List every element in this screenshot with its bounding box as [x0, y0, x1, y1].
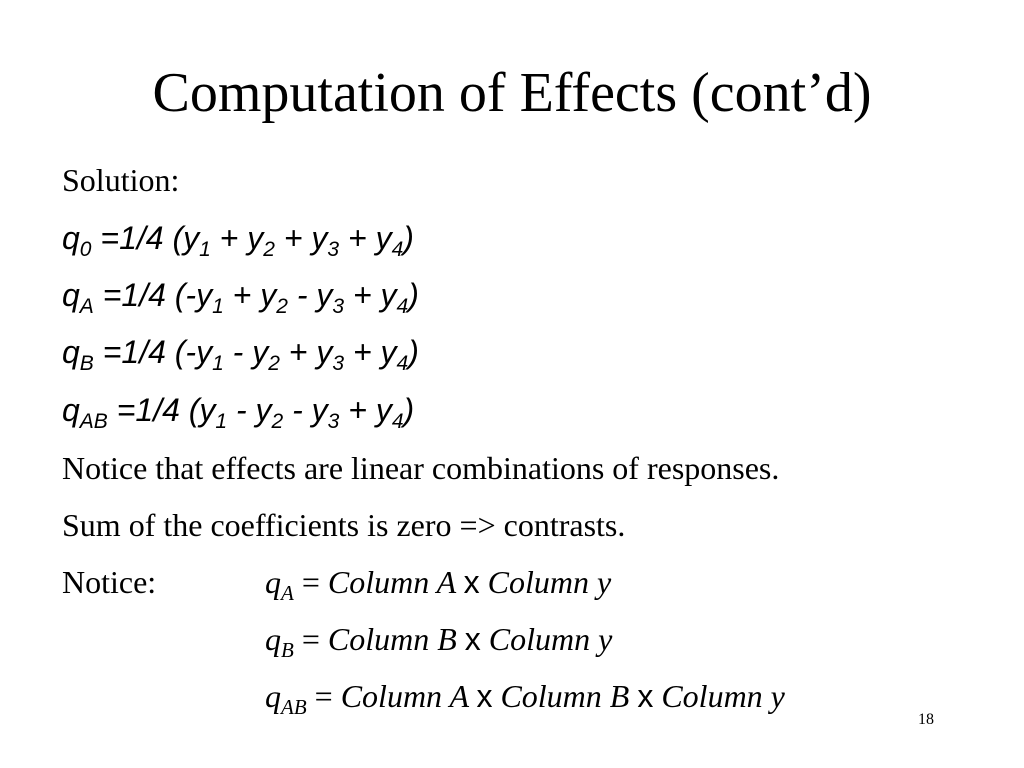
- formula-var-subscript: 4: [396, 352, 409, 375]
- formula-q-subscript: AB: [79, 410, 108, 433]
- equation-equals: =: [306, 678, 341, 714]
- equation-equals: =: [293, 621, 328, 657]
- formula-var-subscript: 4: [396, 295, 409, 318]
- solution-label: Solution:: [62, 162, 180, 198]
- formula-var-subscript: 4: [391, 238, 404, 261]
- formula-var-subscript: 3: [332, 295, 345, 318]
- formula-line: [62, 390, 415, 433]
- formula-q: q: [62, 220, 80, 256]
- formula-var-subscript: 2: [276, 295, 288, 318]
- formula-var-subscript: 3: [327, 410, 340, 433]
- formula-var: y: [380, 334, 397, 370]
- formula-var-subscript: 1: [212, 352, 224, 375]
- equation-text: Column y: [653, 678, 785, 714]
- formula-sign: -: [185, 277, 197, 313]
- formula-var: y: [311, 392, 328, 428]
- formula-sign: -: [185, 334, 197, 370]
- formula-var: y: [247, 220, 264, 256]
- formula-var: y: [260, 277, 277, 313]
- equation-text: Column y: [479, 564, 612, 600]
- times-symbol: x: [464, 621, 481, 657]
- formula-var-subscript: 1: [215, 410, 228, 433]
- formula-var: y: [380, 277, 397, 313]
- page-number: 18: [918, 711, 934, 728]
- formula-sign: -: [287, 277, 317, 313]
- notice-equation: [265, 676, 785, 719]
- equation-text: Column A: [327, 564, 464, 600]
- notice-equation: [265, 562, 612, 605]
- formula-close: ): [403, 392, 415, 428]
- times-symbol: x: [637, 678, 654, 714]
- times-symbol: x: [463, 564, 480, 600]
- formula-sign: +: [344, 334, 381, 370]
- formula-rhs-prefix: =1/4 (: [93, 277, 186, 313]
- formula-var: y: [311, 220, 328, 256]
- times-symbol: x: [476, 678, 493, 714]
- formula-var-subscript: 4: [391, 410, 404, 433]
- formula-sign: +: [339, 392, 376, 428]
- formula-q: q: [62, 277, 80, 313]
- formula-sign: -: [223, 334, 253, 370]
- formula-close: ): [408, 277, 419, 313]
- formula-sign: -: [283, 392, 312, 428]
- formula-var: y: [252, 334, 269, 370]
- equation-q-subscript: B: [281, 638, 294, 662]
- equation-equals: =: [293, 564, 328, 600]
- equation-q: q: [265, 564, 281, 600]
- formula-var: y: [375, 392, 392, 428]
- formula-var: y: [255, 392, 272, 428]
- formula-var-subscript: 2: [271, 410, 284, 433]
- formula-close: ): [408, 334, 419, 370]
- equation-text: Column B: [327, 621, 465, 657]
- formula-line: [62, 275, 419, 318]
- formula-var-subscript: 2: [268, 352, 280, 375]
- formula-var: y: [375, 220, 392, 256]
- formula-sign: -: [227, 392, 256, 428]
- formula-q: q: [62, 392, 80, 428]
- formula-line: [62, 332, 419, 375]
- formula-var: y: [196, 334, 213, 370]
- formula-var: y: [199, 392, 216, 428]
- equation-q-subscript: AB: [281, 695, 307, 719]
- formula-rhs-prefix: =1/4 (: [107, 392, 200, 428]
- formula-var: y: [183, 220, 200, 256]
- formula-var-subscript: 3: [327, 238, 340, 261]
- formula-sign: +: [210, 220, 248, 256]
- formula-var: y: [316, 277, 333, 313]
- equation-q: q: [265, 678, 281, 714]
- formula-q-subscript: B: [79, 352, 94, 375]
- formula-sign: +: [339, 220, 376, 256]
- formula-q-subscript: A: [79, 295, 94, 318]
- formula-var-subscript: 1: [199, 238, 211, 261]
- formula-var: y: [316, 334, 333, 370]
- equation-q-subscript: A: [281, 581, 294, 605]
- formula-sign: +: [279, 334, 317, 370]
- formula-sign: +: [344, 277, 381, 313]
- formula-q-subscript: 0: [79, 238, 92, 261]
- formula-sign: +: [223, 277, 261, 313]
- formula-var: y: [196, 277, 213, 313]
- notice-linear-text: Notice that effects are linear combinations of responses.: [62, 450, 780, 486]
- formula-var-subscript: 2: [263, 238, 275, 261]
- slide-title: Computation of Effects (cont’d): [152, 62, 872, 124]
- notice-equation: [265, 619, 613, 662]
- equation-text: Column A: [340, 678, 477, 714]
- equation-text: Column B: [492, 678, 638, 714]
- formula-line: [62, 218, 414, 261]
- equation-text: Column y: [480, 621, 613, 657]
- formula-close: ): [403, 220, 414, 256]
- formula-var-subscript: 1: [212, 295, 224, 318]
- equation-q: q: [265, 621, 281, 657]
- notice-label: Notice:: [62, 564, 157, 600]
- sum-coefficients-text: Sum of the coefficients is zero => contrasts.: [62, 507, 626, 543]
- formula-rhs-prefix: =1/4 (: [93, 334, 186, 370]
- formula-q: q: [62, 334, 80, 370]
- formula-rhs-prefix: =1/4 (: [91, 220, 184, 256]
- formula-sign: +: [274, 220, 312, 256]
- formula-var-subscript: 3: [332, 352, 345, 375]
